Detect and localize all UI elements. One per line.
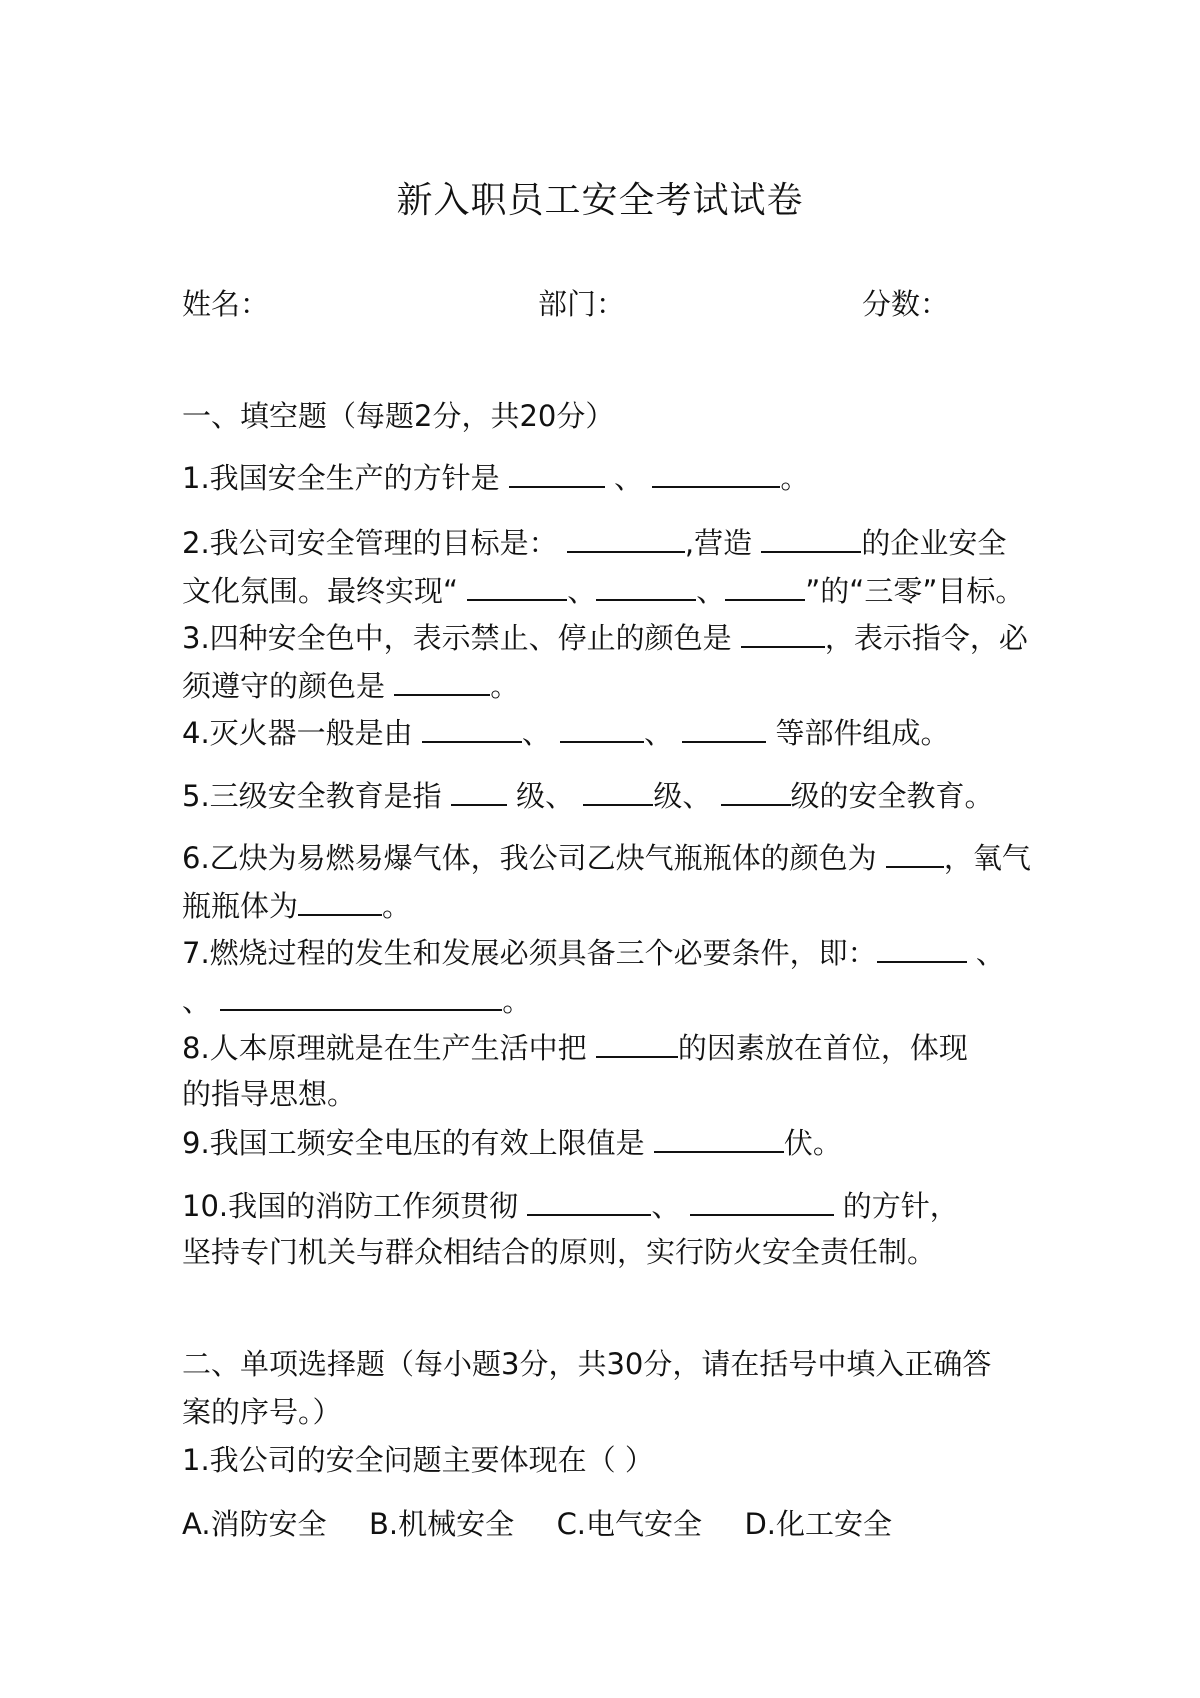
q3-text-d: 。 [490,669,520,703]
q5-text-a: 5.三级安全教育是指 [182,779,451,813]
option-c[interactable]: C.电气安全 [556,1507,703,1541]
q10-text-c: 的方针， [833,1189,959,1223]
question-10-line1 [182,1186,959,1224]
answer-blank[interactable] [721,776,791,806]
answer-blank[interactable] [886,838,944,868]
question-10-line2 [182,1234,936,1270]
question-6-line2 [182,886,411,924]
q3-text-b: ，表示指令，必 [824,621,1028,655]
option-a[interactable]: A.消防安全 [182,1507,327,1541]
question-3-line2 [182,666,519,704]
answer-blank[interactable] [567,523,685,553]
q4-text-a: 4.灭火器一般是由 [182,716,422,750]
question-7-line1 [182,933,1005,971]
q7-text-c: 、 [182,984,212,1018]
q9-text-b: 伏。 [783,1126,842,1160]
question-8-line2 [182,1076,356,1112]
question-7-line2 [182,981,531,1019]
q10-text-b: 、 [651,1189,690,1223]
question-1 [182,458,809,496]
question-2-line1 [182,523,1006,561]
q2-text-b: ,营造 [684,526,762,560]
q6-text-a: 6.乙炔为易燃易爆气体，我公司乙炔气瓶瓶体的颜色为 [182,841,886,875]
q2-text-a: 2.我公司安全管理的目标是： [182,526,558,560]
answer-blank[interactable] [877,933,967,963]
question-8-line1 [182,1028,968,1066]
q2-text-c: 的企业安全 [861,526,1007,560]
q8-text-b: 的因素放在首位，体现 [677,1031,968,1065]
question-3-line1 [182,618,1028,656]
question-2-line2 [182,571,1024,609]
dept-label: 部门： [538,287,626,321]
answer-blank[interactable] [220,981,502,1011]
q4-text-b: 、 [521,716,561,750]
answer-blank[interactable] [394,666,490,696]
q3-text-c: 须遵守的颜色是 [182,669,395,703]
q4-text-d: 等部件组成。 [766,716,950,750]
answer-blank[interactable] [652,458,780,488]
answer-blank[interactable] [298,886,382,916]
section1-heading: 一、填空题（每题2分，共20分） [182,399,615,433]
answer-blank[interactable] [451,776,507,806]
choice-options [182,1506,892,1542]
answer-blank[interactable] [654,1123,784,1153]
answer-blank[interactable] [527,1186,651,1216]
q1-text-c: 。 [780,461,810,495]
score-label: 分数： [862,287,950,321]
question-9 [182,1123,842,1161]
answer-blank[interactable] [583,776,653,806]
q6-text-c: 瓶瓶体为 [182,889,299,923]
q7-text-b: 、 [966,936,1005,970]
q6-text-b: ，氧气 [943,841,1031,875]
q5-text-d: 级的安全教育。 [790,779,994,813]
answer-blank[interactable] [509,458,605,488]
q5-text-c: 级、 [653,779,721,813]
q3-text-a: 3.四种安全色中，表示禁止、停止的颜色是 [182,621,741,655]
answer-blank[interactable] [467,571,567,601]
q2-text-e: 、 [567,574,597,608]
q8-text-c: 的指导思想。 [182,1077,357,1111]
q1-text-a: 1.我国安全生产的方针是 [182,461,509,495]
answer-blank[interactable] [422,713,522,743]
question-4 [182,713,950,751]
q1-text-b: 、 [604,461,644,495]
answer-blank[interactable] [596,571,696,601]
answer-blank[interactable] [682,713,766,743]
name-label: 姓名： [182,287,270,321]
q7-text-d: 。 [502,984,532,1018]
q2-text-g: ”的“三零”目标。 [805,574,1025,608]
q6-text-d: 。 [382,889,412,923]
section2-heading-line2: 案的序号。） [182,1395,342,1429]
q2-text-d: 文化氛围。最终实现“ [182,574,468,608]
page-title: 新入职员工安全考试试卷 [396,180,804,221]
q4-text-c: 、 [644,716,683,750]
answer-blank[interactable] [725,571,805,601]
q10-text-d: 坚持专门机关与群众相结合的原则，实行防火安全责任制。 [182,1235,937,1269]
q5-text-b: 级、 [506,779,584,813]
section2-heading-line1: 二、单项选择题（每小题3分，共30分，请在括号中填入正确答 [182,1347,992,1381]
question-6-line1 [182,838,1031,876]
q9-text-a: 9.我国工频安全电压的有效上限值是 [182,1126,654,1160]
answer-blank[interactable] [596,1028,678,1058]
answer-blank[interactable] [761,523,861,553]
q8-text-a: 8.人本原理就是在生产生活中把 [182,1031,596,1065]
answer-blank[interactable] [741,618,825,648]
choice-question-1: 1.我公司的安全问题主要体现在（ ） [182,1443,654,1477]
question-5 [182,776,994,814]
q10-text-a: 10.我国的消防工作须贯彻 [182,1189,528,1223]
option-b[interactable]: B.机械安全 [369,1507,515,1541]
q7-text-a: 7.燃烧过程的发生和发展必须具备三个必要条件，即： [182,936,877,970]
q2-text-f: 、 [696,574,726,608]
option-d[interactable]: D.化工安全 [744,1507,893,1541]
answer-blank[interactable] [560,713,644,743]
answer-blank[interactable] [690,1186,834,1216]
